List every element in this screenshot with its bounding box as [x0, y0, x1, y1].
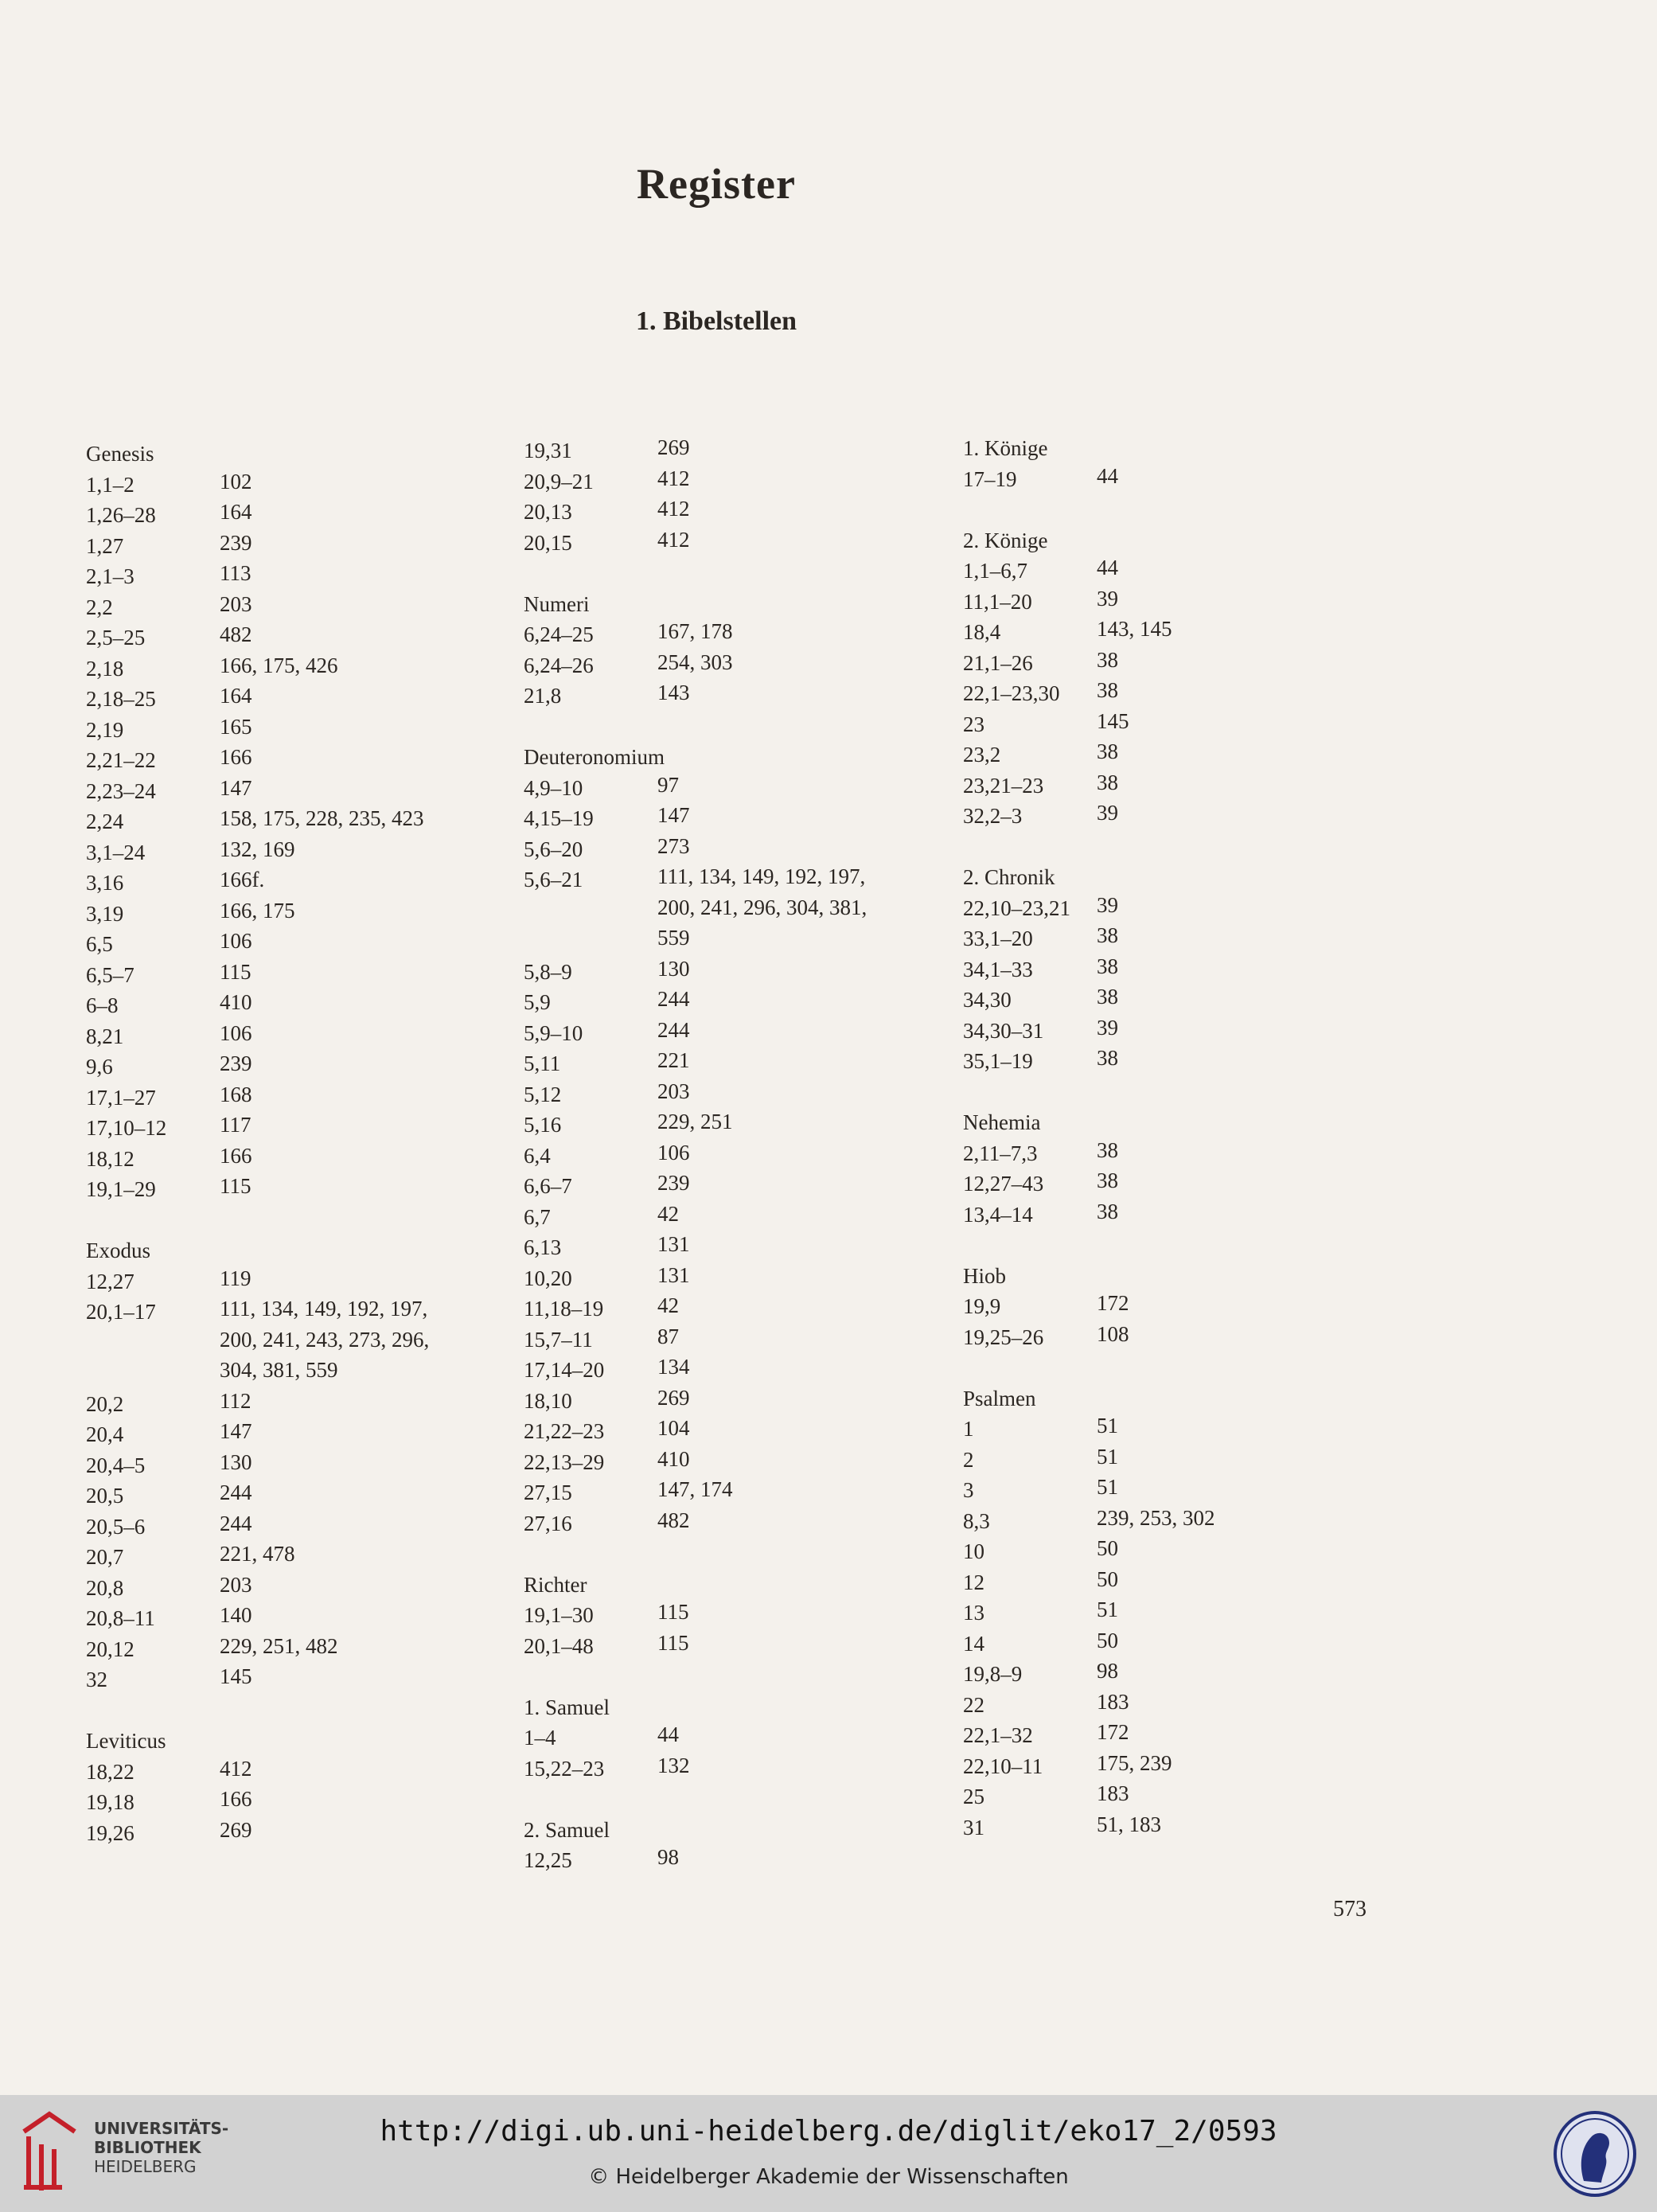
verse-reference: 2,19 — [86, 717, 124, 742]
page-references: 131 — [657, 1232, 690, 1256]
page-references — [657, 861, 867, 954]
page-references: 39 — [1097, 1015, 1118, 1040]
page-references: 229, 251 — [657, 1110, 733, 1133]
page-references: 140 — [220, 1603, 252, 1627]
verse-reference: 34,1–33 — [963, 957, 1033, 981]
verse-reference: 6,6–7 — [524, 1174, 572, 1198]
verse-reference: 19,26 — [86, 1820, 135, 1845]
page-references: 166 — [220, 1787, 252, 1811]
page-references: 147 — [657, 803, 690, 827]
verse-reference: 20,12 — [86, 1637, 135, 1661]
verse-reference: 19,1–30 — [524, 1603, 594, 1627]
page-references: 410 — [657, 1446, 690, 1471]
verse-reference: 34,30–31 — [963, 1018, 1044, 1043]
page-references: 254, 303 — [657, 650, 733, 674]
verse-reference: 20,2 — [86, 1391, 124, 1416]
verse-reference: 21,22–23 — [524, 1419, 605, 1443]
verse-reference: 18,4 — [963, 620, 1001, 644]
page-references: 482 — [657, 1508, 690, 1532]
verse-reference: 32 — [86, 1668, 107, 1691]
page-references: 115 — [657, 1630, 689, 1655]
verse-reference: 1,1–6,7 — [963, 559, 1027, 583]
verse-reference: 22 — [963, 1692, 984, 1717]
verse-reference: 5,12 — [524, 1082, 562, 1106]
page-references: 115 — [220, 959, 251, 984]
verse-reference: 2,23–24 — [86, 778, 156, 803]
verse-reference: 11,1–20 — [963, 589, 1032, 614]
page-references: 412 — [657, 497, 690, 521]
verse-reference: 20,4–5 — [86, 1453, 146, 1477]
page-references: 44 — [657, 1722, 679, 1746]
verse-reference: 25 — [963, 1785, 984, 1808]
verse-reference: 5,6–21 — [524, 868, 583, 891]
verse-reference: 1 — [963, 1417, 974, 1441]
page-title: Register — [637, 160, 796, 208]
page-references: 482 — [220, 622, 252, 646]
page-references-line: 111, 134, 149, 192, 197, — [220, 1297, 428, 1321]
page-references: 221, 478 — [220, 1542, 295, 1566]
page-references: 39 — [1097, 586, 1118, 611]
verse-reference: 21,8 — [524, 684, 562, 708]
verse-reference: 2,18 — [86, 656, 124, 681]
page-references: 269 — [657, 1385, 690, 1410]
verse-reference: 9,6 — [86, 1055, 113, 1079]
verse-reference: 17–19 — [963, 466, 1017, 491]
page-references: 221 — [657, 1048, 690, 1072]
verse-reference: 17,10–12 — [86, 1116, 167, 1140]
verse-reference: 3,1–24 — [86, 840, 146, 864]
page-references: 132, 169 — [220, 837, 295, 861]
page-references-line: 559 — [657, 926, 690, 950]
page-references: 130 — [657, 956, 690, 981]
verse-reference: 20,1–48 — [524, 1633, 594, 1658]
verse-reference: 6,24–26 — [524, 653, 594, 677]
verse-reference: 20,9–21 — [524, 469, 594, 494]
verse-reference: 19,8–9 — [963, 1662, 1023, 1686]
verse-reference: 20,1–17 — [86, 1300, 156, 1324]
verse-reference: 6,24–25 — [524, 622, 594, 646]
page-references: 38 — [1097, 770, 1118, 794]
page-references: 104 — [657, 1416, 690, 1440]
verse-reference: 17,1–27 — [86, 1085, 156, 1110]
verse-reference: 5,11 — [524, 1051, 561, 1075]
verse-reference: 2,24 — [86, 810, 124, 833]
verse-reference: 15,22–23 — [524, 1756, 605, 1781]
page-references: 412 — [220, 1756, 252, 1781]
verse-reference: 3 — [963, 1478, 974, 1502]
page-references: 172 — [1097, 1720, 1129, 1744]
verse-reference: 20,7 — [86, 1545, 124, 1569]
book-heading: Psalmen — [963, 1386, 1036, 1410]
verse-reference: 15,7–11 — [524, 1327, 593, 1352]
verse-reference: 2,21–22 — [86, 748, 156, 772]
verse-reference: 3,16 — [86, 871, 124, 895]
page-references: 106 — [657, 1140, 690, 1165]
page-references: 106 — [220, 1020, 252, 1045]
verse-reference: 22,10–11 — [963, 1754, 1043, 1778]
verse-reference: 2,1–3 — [86, 564, 135, 588]
verse-reference: 31 — [963, 1815, 984, 1839]
page-references: 38 — [1097, 647, 1118, 672]
page-references: 51 — [1097, 1444, 1118, 1469]
verse-reference: 4,9–10 — [524, 775, 583, 800]
book-heading: 2. Samuel — [524, 1817, 610, 1842]
book-heading: Deuteronomium — [524, 745, 665, 769]
page-references: 119 — [220, 1266, 251, 1290]
verse-reference: 5,9–10 — [524, 1020, 583, 1045]
verse-reference: 3,19 — [86, 901, 124, 926]
verse-reference: 14 — [963, 1631, 984, 1656]
page-references — [220, 1293, 429, 1386]
page-references: 229, 251, 482 — [220, 1633, 338, 1658]
page-references: 166, 175, 426 — [220, 653, 338, 677]
page-references: 269 — [657, 435, 690, 459]
page-references: 158, 175, 228, 235, 423 — [220, 806, 424, 830]
page-references: 239, 253, 302 — [1097, 1505, 1215, 1530]
book-heading: Exodus — [86, 1239, 150, 1262]
verse-reference: 20,8 — [86, 1575, 124, 1600]
verse-reference: 5,9 — [524, 990, 551, 1014]
book-heading: Nehemia — [963, 1110, 1041, 1134]
verse-reference: 18,22 — [86, 1759, 135, 1784]
page-references: 38 — [1097, 1199, 1118, 1223]
page-references: 183 — [1097, 1689, 1129, 1714]
verse-reference: 2,11–7,3 — [963, 1141, 1038, 1165]
page-references: 42 — [657, 1293, 679, 1317]
page-references: 145 — [1097, 708, 1129, 733]
verse-reference: 12,27 — [86, 1269, 135, 1293]
page-references: 412 — [657, 527, 690, 552]
verse-reference: 22,10–23,21 — [963, 895, 1070, 920]
page-references: 134 — [657, 1355, 690, 1379]
page-references: 244 — [657, 1017, 690, 1042]
book-heading: 2. Chronik — [963, 865, 1055, 889]
page-references: 113 — [220, 561, 251, 585]
library-name-line: UNIVERSITÄTS- — [94, 2119, 229, 2138]
page-references: 97 — [657, 772, 679, 797]
library-name-line: HEIDELBERG — [94, 2157, 197, 2176]
verse-reference: 2,18–25 — [86, 687, 156, 711]
page-references: 115 — [657, 1600, 689, 1624]
verse-reference: 12,27–43 — [963, 1172, 1044, 1196]
verse-reference: 20,8–11 — [86, 1606, 155, 1630]
page-references: 203 — [220, 1572, 252, 1597]
verse-reference: 33,1–20 — [963, 927, 1033, 950]
page-references: 164 — [220, 684, 252, 708]
verse-reference: 21,1–26 — [963, 650, 1033, 675]
page-references: 165 — [220, 714, 252, 739]
page-references: 244 — [220, 1511, 252, 1535]
page-references: 98 — [657, 1845, 679, 1869]
page-references: 183 — [1097, 1781, 1129, 1805]
verse-reference: 13 — [963, 1601, 984, 1625]
page-references: 239 — [220, 1051, 252, 1075]
verse-reference: 2,2 — [86, 595, 113, 619]
verse-reference: 20,4 — [86, 1422, 124, 1446]
verse-reference: 22,1–23,30 — [963, 681, 1060, 705]
verse-reference: 4,15–19 — [524, 806, 594, 830]
verse-reference: 23,2 — [963, 743, 1001, 767]
page-references: 38 — [1097, 923, 1118, 947]
page-references-line: 111, 134, 149, 192, 197, — [657, 864, 866, 888]
footer-copyright: © Heidelberger Akademie der Wissenschaften — [588, 2165, 1069, 2189]
verse-reference: 5,8–9 — [524, 959, 572, 984]
book-heading: Numeri — [524, 591, 590, 616]
verse-reference: 6,13 — [524, 1235, 562, 1259]
verse-reference: 5,6–20 — [524, 837, 583, 861]
verse-reference: 20,5 — [86, 1484, 124, 1508]
page-references: 38 — [1097, 985, 1118, 1008]
verse-reference: 19,18 — [86, 1790, 135, 1814]
page-references: 50 — [1097, 1628, 1118, 1652]
footer-bar — [0, 2095, 1657, 2212]
page-references: 147 — [220, 775, 252, 800]
verse-reference: 12,25 — [524, 1848, 572, 1872]
page-references: 112 — [220, 1388, 251, 1413]
page-references: 132 — [657, 1753, 690, 1777]
page-references: 98 — [1097, 1659, 1118, 1683]
page-references-line: 304, 381, 559 — [220, 1358, 338, 1382]
verse-reference: 8,21 — [86, 1024, 124, 1048]
verse-reference: 6–8 — [86, 993, 119, 1017]
verse-reference: 19,25–26 — [963, 1324, 1044, 1349]
book-heading: Genesis — [86, 442, 154, 466]
page-references: 44 — [1097, 556, 1118, 579]
page-references: 244 — [657, 987, 690, 1011]
page-references: 172 — [1097, 1291, 1129, 1315]
verse-reference: 27,16 — [524, 1511, 572, 1535]
page-references: 51 — [1097, 1598, 1118, 1621]
page-references: 145 — [220, 1664, 252, 1688]
academy-seal-icon — [1552, 2109, 1638, 2198]
verse-reference: 27,15 — [524, 1481, 572, 1504]
verse-reference: 1,26–28 — [86, 503, 156, 527]
page-references: 108 — [1097, 1321, 1129, 1346]
page-references: 166 — [220, 1143, 252, 1168]
page-references: 44 — [1097, 463, 1118, 488]
verse-reference: 13,4–14 — [963, 1202, 1033, 1227]
verse-reference: 10,20 — [524, 1266, 572, 1290]
verse-reference: 18,12 — [86, 1146, 135, 1171]
page-references: 38 — [1097, 954, 1118, 978]
verse-reference: 1,1–2 — [86, 472, 135, 497]
verse-reference: 10 — [963, 1539, 984, 1563]
verse-reference: 20,5–6 — [86, 1514, 146, 1539]
verse-reference: 6,4 — [524, 1143, 551, 1168]
book-heading: 1. Samuel — [524, 1695, 610, 1719]
page-references: 239 — [220, 530, 252, 555]
page-references: 203 — [220, 591, 252, 616]
page-references: 168 — [220, 1082, 252, 1106]
page-references: 143, 145 — [1097, 617, 1172, 641]
page-references: 166, 175 — [220, 898, 295, 923]
verse-reference: 1,27 — [86, 533, 124, 558]
library-name-line: BIBLIOTHEK — [94, 2138, 201, 2157]
page-references: 106 — [220, 929, 252, 953]
page-references: 87 — [657, 1324, 679, 1348]
verse-reference: 19,31 — [524, 439, 572, 462]
verse-reference: 32,2–3 — [963, 804, 1023, 828]
page-references: 50 — [1097, 1536, 1118, 1560]
book-heading: Leviticus — [86, 1729, 166, 1753]
page-references: 39 — [1097, 892, 1118, 917]
verse-reference: 11,18–19 — [524, 1297, 604, 1321]
page-references: 38 — [1097, 1137, 1118, 1162]
verse-reference: 34,30 — [963, 988, 1012, 1012]
page-references: 102 — [220, 469, 252, 494]
page-references: 273 — [657, 833, 690, 858]
verse-reference: 19,9 — [963, 1294, 1001, 1318]
page-references: 51, 183 — [1097, 1812, 1161, 1836]
verse-reference: 12 — [963, 1570, 984, 1594]
page-references-line: 200, 241, 243, 273, 296, — [220, 1327, 430, 1352]
page-references-line: 200, 241, 296, 304, 381, — [657, 895, 867, 919]
page-references: 175, 239 — [1097, 1750, 1172, 1775]
page-references: 42 — [657, 1201, 679, 1226]
page-references: 164 — [220, 500, 252, 524]
page-references: 51 — [1097, 1414, 1118, 1438]
page-references: 50 — [1097, 1566, 1118, 1591]
page-references: 166f. — [220, 868, 265, 891]
verse-reference: 2 — [963, 1447, 974, 1472]
page-references: 147 — [220, 1419, 252, 1443]
verse-reference: 20,13 — [524, 500, 572, 524]
page-references: 130 — [220, 1449, 252, 1474]
page-references: 38 — [1097, 739, 1118, 763]
verse-reference: 1–4 — [524, 1726, 556, 1750]
page-references: 131 — [657, 1262, 690, 1287]
verse-reference: 23 — [963, 712, 984, 736]
page-references: 143 — [657, 681, 690, 704]
verse-reference: 6,7 — [524, 1204, 551, 1229]
page-references: 244 — [220, 1481, 252, 1504]
verse-reference: 22,13–29 — [524, 1449, 605, 1474]
page-references: 38 — [1097, 1168, 1118, 1192]
verse-reference: 20,15 — [524, 530, 572, 555]
page-references: 147, 174 — [657, 1477, 733, 1501]
page-number: 573 — [1333, 1897, 1367, 1921]
section-title: 1. Bibelstellen — [635, 306, 797, 336]
footer-url[interactable]: http://digi.ub.uni-heidelberg.de/diglit/eko17_2/0593 — [380, 2115, 1277, 2148]
page-references: 166 — [220, 745, 252, 769]
page-references: 117 — [220, 1113, 251, 1137]
page-references: 412 — [657, 466, 690, 490]
page-references: 410 — [220, 990, 252, 1014]
page-references: 38 — [1097, 1046, 1118, 1070]
book-heading: 1. Könige — [963, 436, 1048, 460]
page-references: 167, 178 — [657, 619, 733, 643]
page-references: 39 — [1097, 801, 1118, 825]
page-references: 38 — [1097, 678, 1118, 702]
book-heading: 2. Könige — [963, 528, 1048, 552]
page-references: 51 — [1097, 1475, 1118, 1499]
verse-reference: 23,21–23 — [963, 773, 1044, 798]
verse-reference: 18,10 — [524, 1388, 572, 1413]
book-heading: Hiob — [963, 1263, 1006, 1288]
verse-reference: 6,5–7 — [86, 962, 135, 987]
page-references: 203 — [657, 1079, 690, 1103]
verse-reference: 35,1–19 — [963, 1049, 1033, 1073]
verse-reference: 19,1–29 — [86, 1177, 156, 1201]
verse-reference: 22,1–32 — [963, 1723, 1033, 1747]
page-references: 115 — [220, 1174, 251, 1198]
verse-reference: 17,14–20 — [524, 1358, 605, 1382]
page-references: 239 — [657, 1171, 690, 1195]
verse-reference: 5,16 — [524, 1113, 562, 1137]
book-heading: Richter — [524, 1572, 587, 1597]
page-references: 269 — [220, 1817, 252, 1842]
verse-reference: 2,5–25 — [86, 626, 146, 650]
verse-reference: 8,3 — [963, 1508, 990, 1533]
verse-reference: 6,5 — [86, 932, 113, 956]
